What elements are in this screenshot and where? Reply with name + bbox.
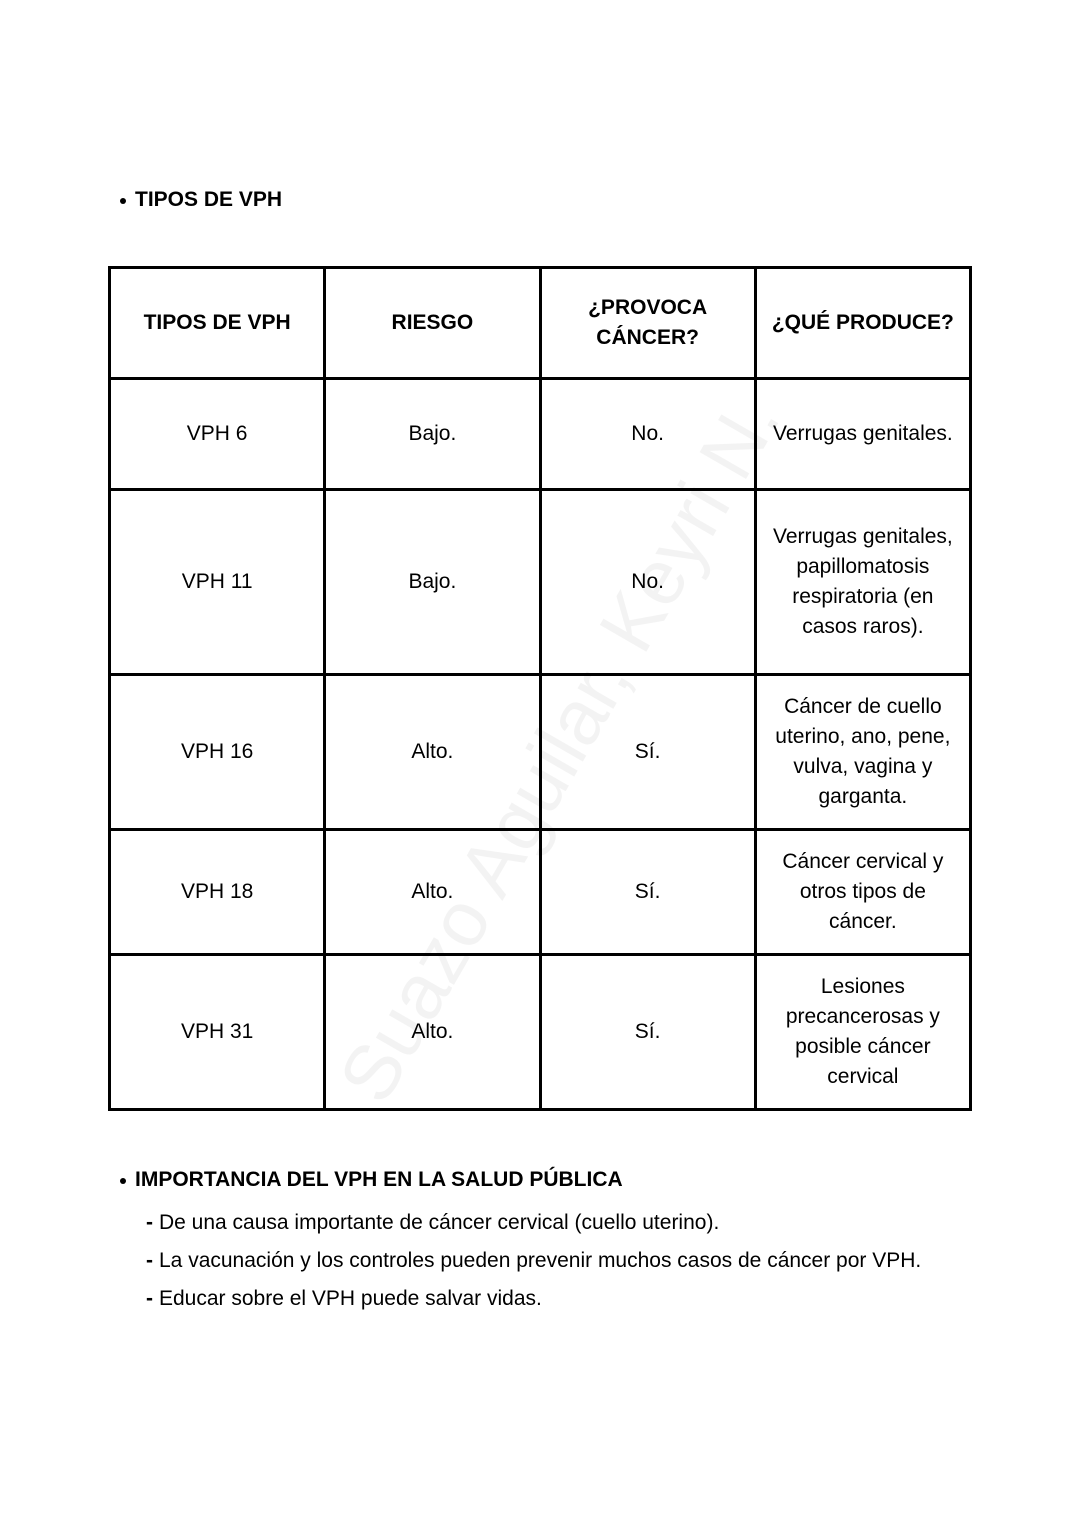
cell-tipo: VPH 6 bbox=[110, 379, 325, 490]
importancia-list bbox=[146, 1208, 921, 1322]
table-header-row bbox=[110, 268, 971, 379]
bullet-icon bbox=[120, 198, 126, 204]
dash-marker: - bbox=[146, 1249, 153, 1272]
section-heading-importancia bbox=[120, 1168, 623, 1192]
table-row bbox=[110, 955, 971, 1110]
vph-types-table bbox=[108, 266, 972, 1111]
cell-riesgo: Alto. bbox=[325, 830, 540, 955]
dash-marker: - bbox=[146, 1211, 153, 1234]
cell-riesgo: Alto. bbox=[325, 955, 540, 1110]
list-item-text: La vacunación y los controles pueden prevenir muchos casos de cáncer por VPH. bbox=[159, 1249, 922, 1272]
cell-produce: Verrugas genitales. bbox=[755, 379, 970, 490]
list-item bbox=[146, 1284, 921, 1322]
cell-riesgo: Alto. bbox=[325, 675, 540, 830]
cell-produce: Lesiones precancerosas y posible cáncer cervical bbox=[755, 955, 970, 1110]
cell-cancer: Sí. bbox=[540, 955, 755, 1110]
list-item-text: Educar sobre el VPH puede salvar vidas. bbox=[159, 1287, 542, 1310]
header-riesgo: RIESGO bbox=[325, 268, 540, 379]
cell-cancer: No. bbox=[540, 490, 755, 675]
section-heading-tipos bbox=[120, 188, 282, 212]
cell-riesgo: Bajo. bbox=[325, 490, 540, 675]
cell-tipo: VPH 11 bbox=[110, 490, 325, 675]
list-item bbox=[146, 1246, 921, 1284]
cell-cancer: Sí. bbox=[540, 830, 755, 955]
table-row bbox=[110, 675, 971, 830]
cell-cancer: No. bbox=[540, 379, 755, 490]
section-heading-importancia-text: IMPORTANCIA DEL VPH EN LA SALUD PÚBLICA bbox=[135, 1168, 623, 1191]
table-row bbox=[110, 379, 971, 490]
cell-tipo: VPH 18 bbox=[110, 830, 325, 955]
bullet-icon bbox=[120, 1178, 126, 1184]
list-item-text: De una causa importante de cáncer cervical (cuello uterino). bbox=[159, 1211, 720, 1234]
list-item bbox=[146, 1208, 921, 1246]
cell-produce: Cáncer de cuello uterino, ano, pene, vulva, vagina y garganta. bbox=[755, 675, 970, 830]
section-heading-tipos-text: TIPOS DE VPH bbox=[135, 188, 283, 211]
cell-tipo: VPH 31 bbox=[110, 955, 325, 1110]
cell-cancer: Sí. bbox=[540, 675, 755, 830]
header-provoca-cancer: ¿PROVOCA CÁNCER? bbox=[540, 268, 755, 379]
cell-produce: Cáncer cervical y otros tipos de cáncer. bbox=[755, 830, 970, 955]
table-row bbox=[110, 490, 971, 675]
header-tipos: TIPOS DE VPH bbox=[110, 268, 325, 379]
table-row bbox=[110, 830, 971, 955]
cell-riesgo: Bajo. bbox=[325, 379, 540, 490]
dash-marker: - bbox=[146, 1287, 153, 1310]
header-que-produce: ¿QUÉ PRODUCE? bbox=[755, 268, 970, 379]
cell-tipo: VPH 16 bbox=[110, 675, 325, 830]
cell-produce: Verrugas genitales, papillomatosis respiratoria (en casos raros). bbox=[755, 490, 970, 675]
